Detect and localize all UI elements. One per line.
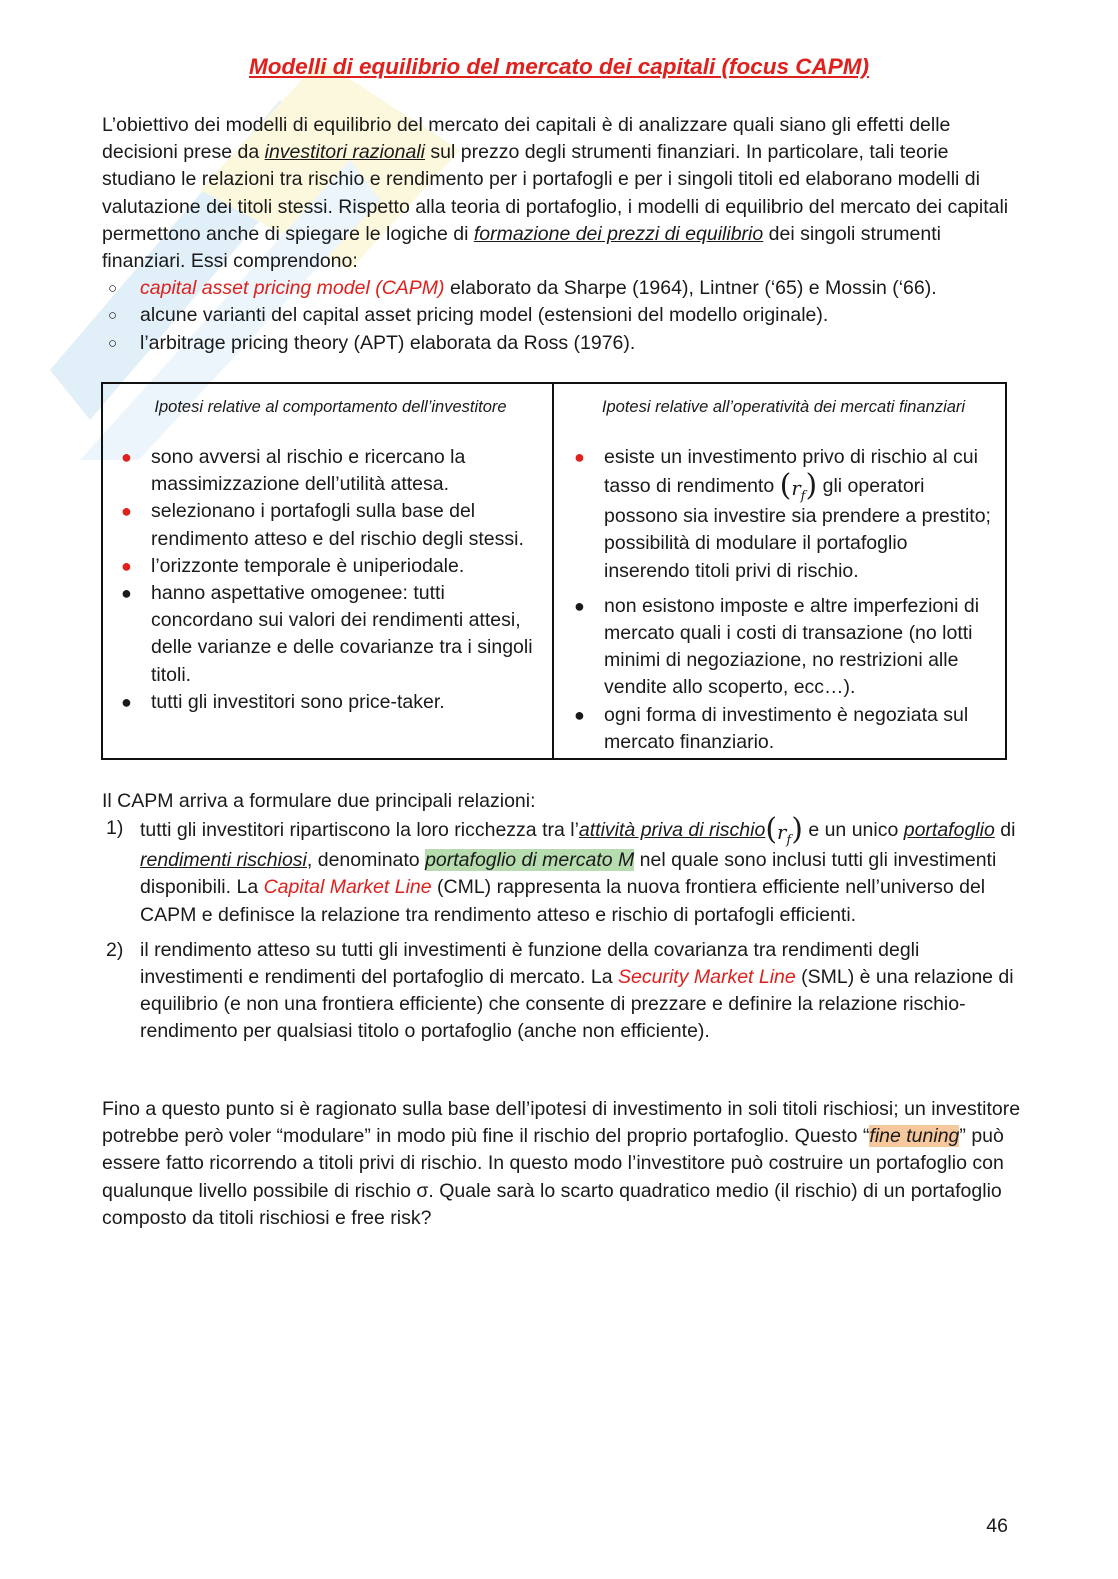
list-item-text: (SML) è una relazione di equilibrio (e non una frontiera efficiente) che consente di prezzare e definire la relazione rischio-rendimento per qualsiasi titolo o portafoglio (anche non efficiente). — [140, 965, 1014, 1043]
list-item-text: tutti gli investitori ripartiscono la loro ricchezza tra l’ — [140, 819, 579, 842]
intro-text-2: sul prezzo degli strumenti finanziari. In particolare, tali teorie studiano le relazioni tra rischio e rendimento per i portafogli e per i singoli titoli ed elaborano modelli di valutazione dei titoli stessi. Rispetto alla teoria di portafoglio, i modelli di equilibrio del mercato dei capitali permettono anche di spiegare le logiche di — [102, 141, 1009, 245]
capm-relations-list — [102, 812, 1022, 1045]
bullet-icon: ● — [574, 595, 585, 616]
market-hypotheses-list — [572, 444, 995, 756]
term-formazione-prezzi: formazione dei prezzi di equilibrio — [473, 222, 764, 245]
list-item — [102, 302, 1022, 329]
list-item-text: ogni forma di investimento è negoziata sul mercato finanziario. — [604, 703, 969, 753]
list-item-text: hanno aspettative omogenee: tutti concordano sui valori dei rendimenti attesi, delle varianze e delle covarianze tra i singoli titoli. — [151, 582, 533, 686]
list-item-text: tutti gli investitori sono price-taker. — [151, 690, 445, 713]
math-r: r — [791, 477, 801, 501]
math-f: f — [800, 489, 806, 505]
list-item — [102, 937, 1022, 1046]
list-item — [119, 553, 542, 580]
item-number: 2) — [106, 938, 124, 961]
investor-hypotheses-column — [103, 384, 552, 758]
risk-free-rate-formula — [779, 468, 818, 505]
item-number: 1) — [106, 817, 124, 840]
list-item-text: l’orizzonte temporale è uniperiodale. — [151, 554, 465, 577]
list-item-text: (CML) rappresenta la nuova frontiera efficiente nell’universo del CAPM e definisce la relazione tra rendimento atteso e rischio di portafogli efficienti. — [140, 876, 986, 926]
term-sml: Security Market Line — [618, 965, 796, 988]
risk-free-rate-formula — [765, 812, 803, 849]
list-item-text: alcune varianti del capital asset pricing model (estensioni del modello originale). — [140, 304, 829, 327]
list-item-text: selezionano i portafogli sulla base del rendimento atteso e del rischio degli stessi. — [151, 500, 524, 550]
bullet-icon: ● — [121, 501, 132, 522]
list-item-text: elaborato da Sharpe (1964), Lintner (‘65) e Mossin (‘66). — [444, 277, 937, 300]
list-item-text: esiste un investimento privo di rischio al cui tasso di rendimento — [604, 446, 978, 498]
paren-open: ( — [765, 812, 778, 848]
paren-open: ( — [779, 468, 792, 504]
bullet-icon: ● — [121, 555, 132, 576]
page-title: Modelli di equilibrio del mercato dei capitali (focus CAPM) — [248, 54, 870, 79]
list-item — [572, 444, 995, 585]
paren-close: ) — [805, 468, 818, 504]
list-item-text: il rendimento atteso su tutti gli investimenti è funzione della covarianza tra rendimenti degli investimenti e rendimenti del portafoglio di mercato. La — [140, 938, 920, 988]
hypotheses-table — [101, 382, 1007, 760]
intro-section — [102, 112, 1022, 357]
term-rendimenti-rischiosi: rendimenti rischiosi — [140, 849, 307, 872]
bullet-icon: ● — [121, 691, 132, 712]
list-item — [572, 702, 995, 756]
list-item — [102, 275, 1022, 302]
intro-text: L’obiettivo dei modelli di equilibrio del mercato dei capitali è di analizzare quali siano gli effetti delle decisioni prese da — [102, 114, 951, 164]
math-f: f — [786, 833, 792, 849]
list-item-text: sono avversi al rischio e ricercano la massimizzazione dell’utilità attesa. — [151, 446, 466, 496]
bullet-icon: ● — [574, 447, 585, 467]
final-paragraph — [102, 1096, 1022, 1232]
term-investitori-razionali: investitori razionali — [264, 141, 426, 164]
list-item-text: gli operatori possono sia investire sia prendere a prestito; possibilità di modulare il portafoglio inserendo titoli privi di rischio. — [604, 475, 991, 582]
list-item-text: di — [994, 819, 1016, 842]
list-item-text: nel quale sono inclusi tutti gli investimenti disponibili. La — [140, 849, 997, 899]
column-header: Ipotesi relative all’operatività dei mercati finanziari — [601, 398, 966, 416]
capm-term: capital asset pricing model (CAPM) — [140, 277, 445, 300]
list-item-text: l’arbitrage pricing theory (APT) elaborata da Ross (1976). — [140, 331, 636, 354]
list-item — [119, 580, 542, 689]
capm-intro: Il CAPM arriva a formulare due principali relazioni: — [102, 790, 536, 812]
paren-close: ) — [791, 812, 803, 848]
list-item — [102, 330, 1022, 357]
math-r: r — [777, 821, 787, 845]
bullet-icon: ● — [121, 447, 132, 467]
intro-text-3: dei singoli strumenti finanziari. Essi comprendono: — [102, 222, 941, 273]
term-portafoglio: portafoglio — [903, 819, 995, 842]
page-number: 46 — [986, 1515, 1008, 1537]
list-item — [102, 812, 1022, 929]
paragraph-text: Fino a questo punto si è ragionato sulla base dell’ipotesi di investimento in soli titoli rischiosi; un investitore potrebbe però voler “modulare” in modo più fine il rischio del proprio portafoglio. Questo “ — [102, 1098, 1021, 1148]
circle-bullet-icon: ○ — [108, 307, 118, 325]
paragraph-text-2: ” può essere fatto ricorrendo a titoli privi di rischio. In questo modo l’investitore può costruire un portafoglio con qualunque livello possibile di rischio σ. Quale sarà lo scarto quadratico medio (il rischio) di un portafoglio composto da titoli rischiosi e free risk? — [102, 1125, 1004, 1229]
term-cml: Capital Market Line — [263, 876, 432, 899]
list-item — [119, 498, 542, 552]
list-item — [119, 444, 542, 498]
circle-bullet-icon: ○ — [108, 334, 118, 352]
term-portafoglio-mercato: portafoglio di mercato M — [425, 849, 635, 872]
term-fine-tuning: fine tuning — [869, 1125, 960, 1148]
circle-bullet-icon: ○ — [108, 280, 118, 298]
models-list — [102, 275, 1022, 357]
intro-paragraph — [102, 112, 1022, 275]
column-header: Ipotesi relative al comportamento dell’investitore — [154, 398, 507, 416]
list-item-text: non esistono imposte e altre imperfezioni di mercato quali i costi di transazione (no lotti minimi di negoziazione, no restrizioni alle vendite allo scoperto, ecc…). — [604, 594, 980, 699]
investor-hypotheses-list — [119, 444, 542, 716]
list-item-text: , denominato — [306, 849, 426, 872]
list-item — [572, 593, 995, 702]
term-attivita-priva: attività priva di rischio — [578, 819, 766, 842]
market-hypotheses-column — [552, 384, 1005, 758]
list-item-text: e un unico — [802, 819, 904, 842]
bullet-icon: ● — [121, 583, 132, 604]
list-item — [119, 689, 542, 716]
bullet-icon: ● — [574, 704, 585, 725]
capm-section — [102, 788, 1022, 1046]
